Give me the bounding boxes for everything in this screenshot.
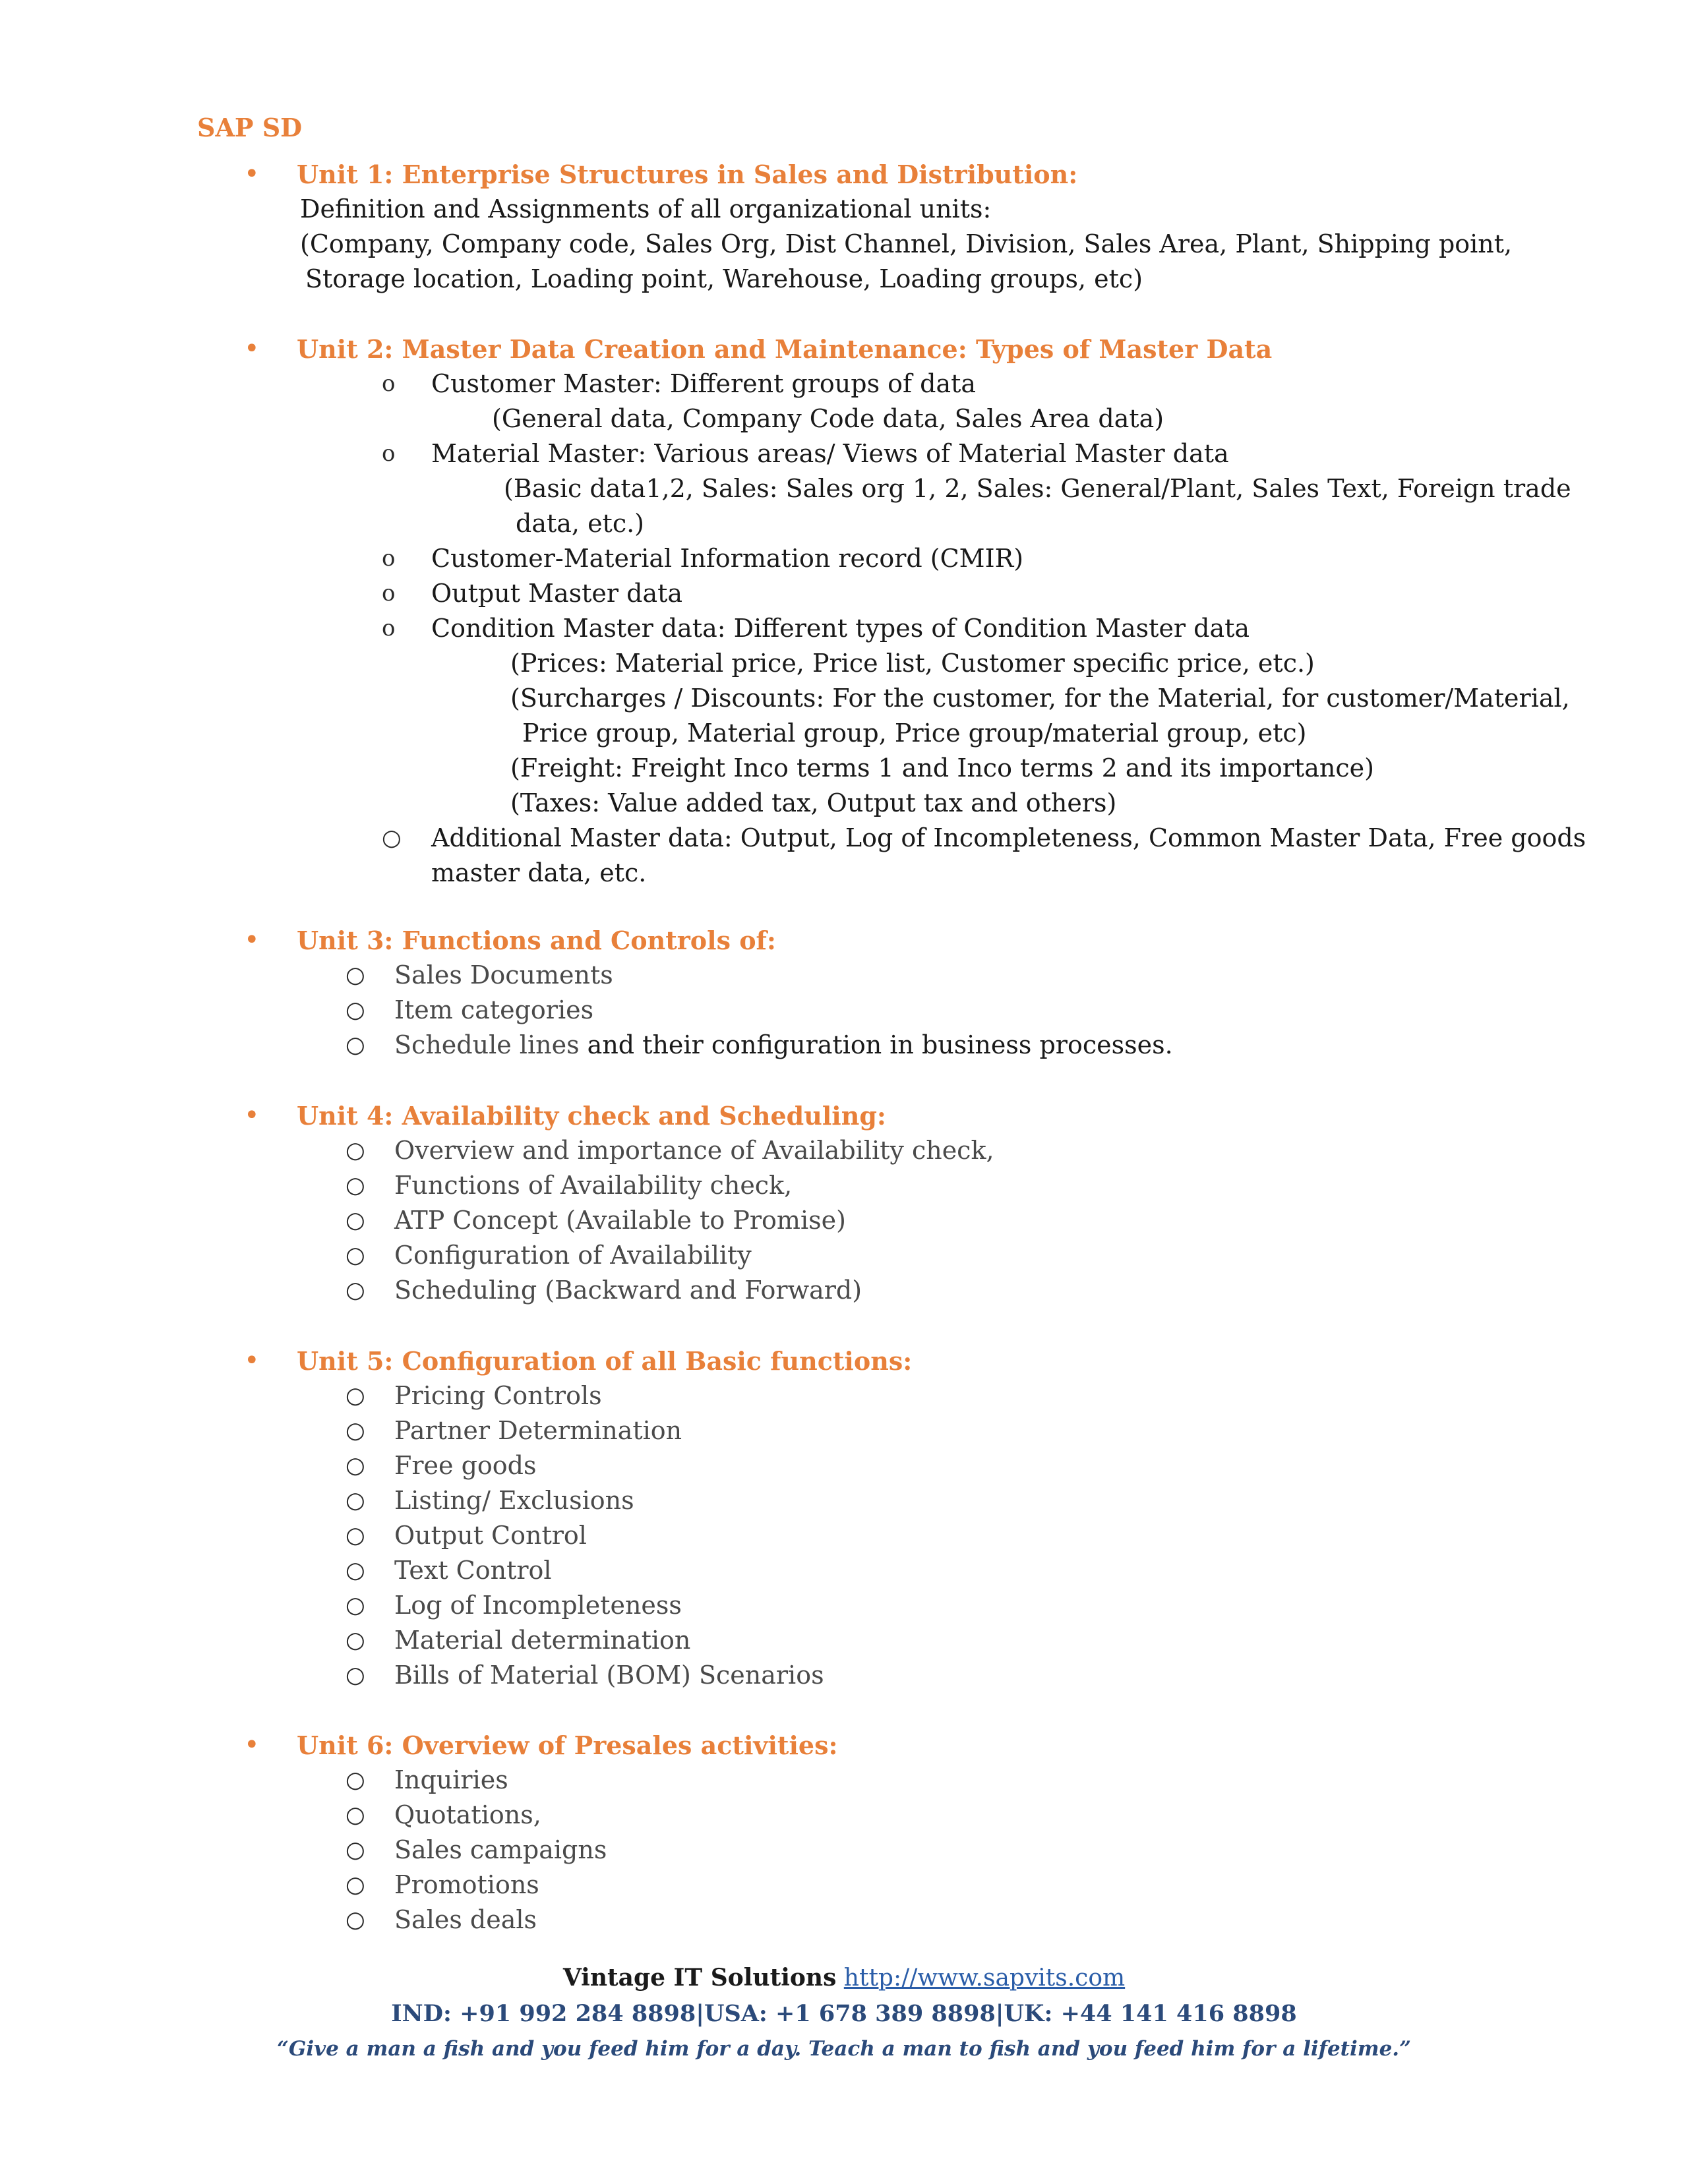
unit-2-item-detail: (Freight: Freight Inco terms 1 and Inco terms 2 and its importance) xyxy=(510,753,1374,782)
sub-bullet-icon: ○ xyxy=(346,1277,365,1303)
sub-bullet-icon: ○ xyxy=(346,1487,365,1514)
unit-3-item: Schedule lines xyxy=(394,1030,580,1059)
unit-1-line: Storage location, Loading point, Warehouse, Loading groups, etc) xyxy=(305,264,1143,293)
unit-2-item: Condition Master data: Different types of Condition Master data xyxy=(431,614,1250,643)
unit-4-item: Configuration of Availability xyxy=(394,1241,752,1270)
bullet-icon: • xyxy=(244,1730,260,1760)
sub-bullet-icon: o xyxy=(382,440,396,467)
unit-5-item: Listing/ Exclusions xyxy=(394,1486,634,1515)
footer-company: Vintage IT Solutions xyxy=(562,1964,837,1992)
unit-2-item: Customer-Material Information record (CMIR) xyxy=(431,544,1024,573)
unit-2-item-detail: master data, etc. xyxy=(431,858,647,887)
unit-6-title: Unit 6: Overview of Presales activities: xyxy=(297,1730,838,1760)
unit-5-title: Unit 5: Configuration of all Basic functions: xyxy=(297,1346,913,1376)
unit-6-item: Sales deals xyxy=(394,1905,537,1934)
bullet-icon: • xyxy=(244,334,260,364)
sub-bullet-icon: o xyxy=(382,545,396,572)
sub-bullet-icon: ○ xyxy=(346,1452,365,1479)
unit-2-title: Unit 2: Master Data Creation and Maintenance: Types of Master Data xyxy=(297,334,1273,364)
unit-4-title: Unit 4: Availability check and Scheduling: xyxy=(297,1101,886,1131)
unit-3-item-tail: and their configuration in business processes. xyxy=(579,1030,1173,1059)
sub-bullet-icon: ○ xyxy=(346,962,365,988)
unit-5-item: Free goods xyxy=(394,1451,537,1480)
unit-2-item: Output Master data xyxy=(431,579,683,608)
unit-5-item: Bills of Material (BOM) Scenarios xyxy=(394,1661,824,1690)
unit-6-item: Promotions xyxy=(394,1870,539,1899)
sub-bullet-icon: ○ xyxy=(346,1872,365,1898)
sub-bullet-icon: ○ xyxy=(346,1172,365,1198)
sub-bullet-icon: ○ xyxy=(346,997,365,1023)
sub-bullet-icon: ○ xyxy=(346,1802,365,1828)
unit-3-item: Item categories xyxy=(394,995,594,1024)
unit-5-item: Material determination xyxy=(394,1626,691,1655)
sub-bullet-icon: o xyxy=(382,370,396,397)
unit-1-line: Definition and Assignments of all organizational units: xyxy=(300,194,992,223)
unit-6-item: Quotations, xyxy=(394,1800,541,1829)
unit-2-item-detail: data, etc.) xyxy=(516,509,645,538)
unit-4-item: ATP Concept (Available to Promise) xyxy=(394,1206,846,1235)
unit-2-item-detail: (General data, Company Code data, Sales Area data) xyxy=(492,404,1164,433)
unit-6-item: Inquiries xyxy=(394,1765,508,1794)
sub-bullet-icon: ○ xyxy=(346,1662,365,1688)
sub-bullet-icon: ○ xyxy=(346,1242,365,1268)
bullet-icon: • xyxy=(244,159,260,189)
bullet-icon: • xyxy=(244,1345,260,1376)
sub-bullet-icon: ○ xyxy=(346,1137,365,1164)
unit-4-item: Overview and importance of Availability check, xyxy=(394,1136,994,1165)
footer-quote: “Give a man a fish and you feed him for a day. Teach a man to fish and you feed him for a lifetime.” xyxy=(277,2037,1411,2061)
sub-bullet-icon: ○ xyxy=(346,1767,365,1793)
unit-1-line: (Company, Company code, Sales Org, Dist Channel, Division, Sales Area, Plant, Shipping point, xyxy=(300,229,1513,258)
footer xyxy=(0,1961,1688,2065)
unit-3-title: Unit 3: Functions and Controls of: xyxy=(297,926,776,955)
sub-bullet-icon: ○ xyxy=(382,825,402,851)
unit-2-item: Customer Master: Different groups of data xyxy=(431,369,977,398)
sub-bullet-icon: ○ xyxy=(346,1627,365,1653)
sub-bullet-icon: ○ xyxy=(346,1557,365,1583)
footer-website-link[interactable]: http://www.sapvits.com xyxy=(843,1964,1126,1992)
unit-2-item: Additional Master data: Output, Log of Incompleteness, Common Master Data, Free goods xyxy=(431,823,1586,852)
unit-2-item-detail: (Surcharges / Discounts: For the customer, for the Material, for customer/Material, xyxy=(510,684,1570,713)
sub-bullet-icon: ○ xyxy=(346,1906,365,1933)
sub-bullet-icon: ○ xyxy=(346,1522,365,1549)
unit-5-item: Partner Determination xyxy=(394,1416,682,1445)
sub-bullet-icon: ○ xyxy=(346,1417,365,1444)
sub-bullet-icon: ○ xyxy=(346,1382,365,1409)
unit-2-item-detail: Price group, Material group, Price group/material group, etc) xyxy=(522,719,1307,748)
sub-bullet-icon: ○ xyxy=(346,1207,365,1233)
unit-2-item-detail: (Basic data1,2, Sales: Sales org 1, 2, Sales: General/Plant, Sales Text, Foreign trade xyxy=(504,474,1571,503)
unit-3-item-with-tail xyxy=(394,1028,1173,1063)
unit-5-item: Output Control xyxy=(394,1521,587,1550)
unit-6-item: Sales campaigns xyxy=(394,1835,607,1864)
document-heading: SAP SD xyxy=(197,113,303,142)
sub-bullet-icon: ○ xyxy=(346,1592,365,1618)
sub-bullet-icon: o xyxy=(382,615,396,641)
unit-4-item: Scheduling (Backward and Forward) xyxy=(394,1276,862,1305)
unit-5-item: Text Control xyxy=(394,1556,552,1585)
unit-5-item: Pricing Controls xyxy=(394,1381,602,1410)
footer-company-line xyxy=(0,1961,1688,1995)
bullet-icon: • xyxy=(244,1100,260,1131)
unit-1-title: Unit 1: Enterprise Structures in Sales and Distribution: xyxy=(297,160,1078,189)
sub-bullet-icon: o xyxy=(382,580,396,606)
unit-4-item: Functions of Availability check, xyxy=(394,1171,793,1200)
sub-bullet-icon: ○ xyxy=(346,1032,365,1058)
sub-bullet-icon: ○ xyxy=(346,1837,365,1863)
bullet-icon: • xyxy=(244,925,260,955)
unit-3-item: Sales Documents xyxy=(394,960,613,989)
unit-2-item: Material Master: Various areas/ Views of Material Master data xyxy=(431,439,1229,468)
unit-2-item-detail: (Prices: Material price, Price list, Customer specific price, etc.) xyxy=(510,649,1315,678)
unit-5-item: Log of Incompleteness xyxy=(394,1591,682,1620)
unit-2-item-detail: (Taxes: Value added tax, Output tax and others) xyxy=(510,788,1117,817)
footer-phones: IND: +91 992 284 8898|USA: +1 678 389 8898|UK: +44 141 416 8898 xyxy=(391,2000,1297,2027)
